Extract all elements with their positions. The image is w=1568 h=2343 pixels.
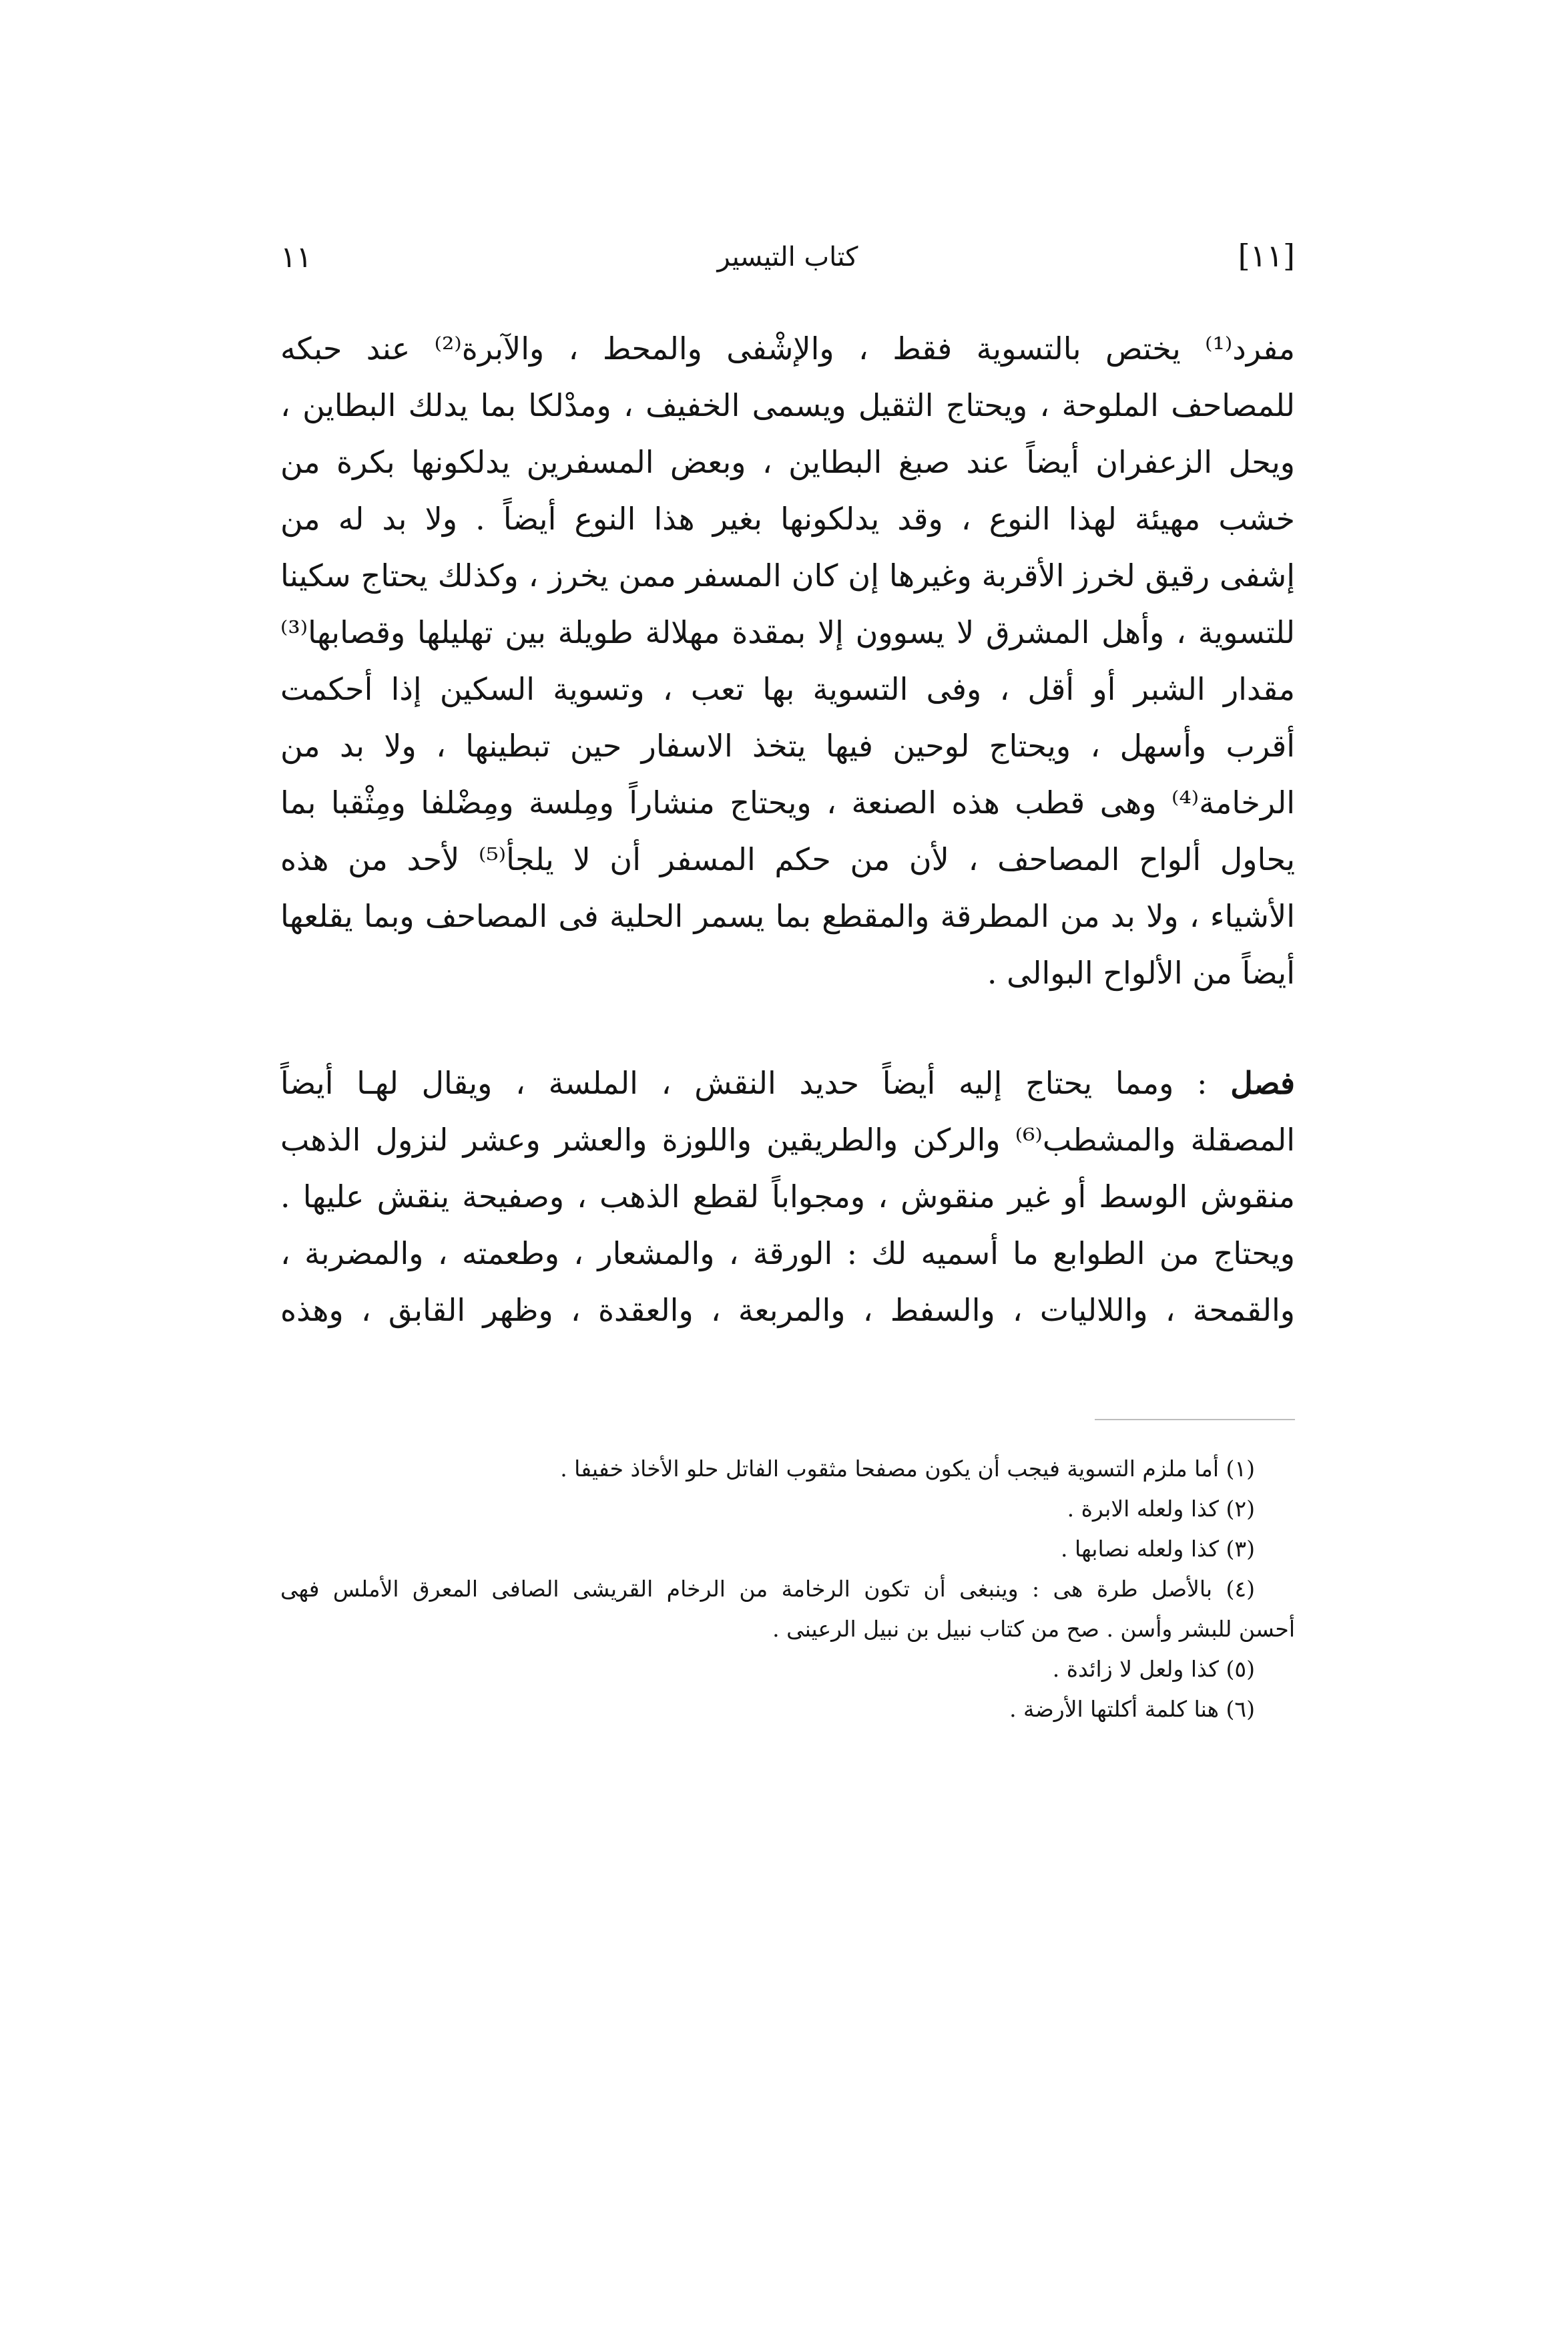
- paragraph-1: [280, 321, 1295, 1002]
- text-line: أقرب وأسهل ، ويحتاج لوحين فيها يتخذ الاسفار حين تبطينها ، ولا بد من: [280, 728, 1295, 764]
- text-line: ويحل الزعفران أيضاً عند صبغ البطاين ، وبعض المسفرين يدلكونها بكرة من: [280, 444, 1295, 480]
- section-heading-fasl: فصل: [1230, 1065, 1295, 1101]
- text-line: الرخامة⁽⁴⁾ وهى قطب هذه الصنعة ، ويحتاج منشاراً ومِلسة ومِضْلفا ومِثْقبا بما: [280, 785, 1295, 821]
- text-line: منقوش الوسط أو غير منقوش ، ومجواباً لقطع الذهب ، وصفيحة ينقش عليها .: [280, 1179, 1295, 1215]
- text-line: أيضاً من الألواح البوالى .: [987, 955, 1295, 991]
- footnote-3: (٣) كذا ولعله نصابها .: [1061, 1536, 1255, 1562]
- footnote-2: (٢) كذا ولعله الابرة .: [1067, 1496, 1255, 1522]
- text-line: الأشياء ، ولا بد من المطرقة والمقطع بما يسمر الحلية فى المصاحف وبما يقلعها: [280, 898, 1295, 934]
- original-page-marker: [١١]: [1238, 238, 1295, 274]
- page-header: [280, 240, 1295, 294]
- text-line-rest: : ومما يحتاج إليه أيضاً حديد النقش ، الملسة ، ويقال لهـا أيضاً: [280, 1065, 1231, 1101]
- text-line: مقدار الشبر أو أقل ، وفى التسوية بها تعب ، وتسوية السكين إذا أحكمت: [280, 671, 1295, 707]
- page-number: ١١: [280, 240, 312, 274]
- text-line: يحاول ألواح المصاحف ، لأن من حكم المسفر أن لا يلجأ⁽⁵⁾ لأحد من هذه: [280, 841, 1295, 877]
- text-line: مفرد⁽¹⁾ يختص بالتسوية فقط ، والإشْفى والمحط ، والآبرة⁽²⁾ عند حبكه: [280, 331, 1295, 367]
- footnote-4: (٤) بالأصل طرة هى : وينبغى أن تكون الرخامة من الرخام القريشى الصافى المعرق الأملس فهى: [280, 1576, 1255, 1602]
- text-line: ويحتاج من الطوابع ما أسميه لك : الورقة ، والمشعار ، وطعمته ، والمضربة ،: [280, 1235, 1295, 1271]
- running-title: كتاب التيسير: [717, 242, 858, 272]
- text-line: [280, 1055, 1295, 1112]
- main-text: [280, 321, 1295, 1339]
- paragraph-2: [280, 1055, 1295, 1339]
- paragraph-gap: [280, 1002, 1295, 1055]
- footnote-6: (٦) هنا كلمة أكلتها الأرضة .: [1009, 1696, 1255, 1722]
- text-line: المصقلة والمشطب⁽⁶⁾ والركن والطريقين واللوزة والعشر وعشر لنزول الذهب: [280, 1122, 1295, 1158]
- text-line: للتسوية ، وأهل المشرق لا يسوون إلا بمقدة مهلالة طويلة بين تهليلها وقصابها⁽³⁾: [280, 614, 1295, 650]
- text-line: إشفى رقيق لخرز الأقربة وغيرها إن كان المسفر ممن يخرز ، وكذلك يحتاج سكينا: [280, 558, 1295, 594]
- footnote-4-continued: أحسن للبشر وأسن . صح من كتاب نبيل بن نبيل الرعينى .: [772, 1616, 1295, 1642]
- footnotes: [280, 1449, 1295, 1729]
- text-line: للمصاحف الملوحة ، ويحتاج الثقيل ويسمى الخفيف ، ومدْلكا بما يدلك البطاين ،: [280, 387, 1295, 423]
- text-line: والقمحة ، واللاليات ، والسفط ، والمربعة ، والعقدة ، وظهر القابق ، وهذه: [280, 1292, 1295, 1328]
- footnote-5: (٥) كذا ولعل لا زائدة .: [1052, 1656, 1255, 1682]
- text-line: خشب مهيئة لهذا النوع ، وقد يدلكونها بغير هذا النوع أيضاً . ولا بد له من: [280, 501, 1295, 537]
- footnote-1: (١) أما ملزم التسوية فيجب أن يكون مصفحا مثقوب الفاتل حلو الأخاذ خفيفا .: [560, 1456, 1255, 1482]
- footnote-separator: [1095, 1419, 1295, 1420]
